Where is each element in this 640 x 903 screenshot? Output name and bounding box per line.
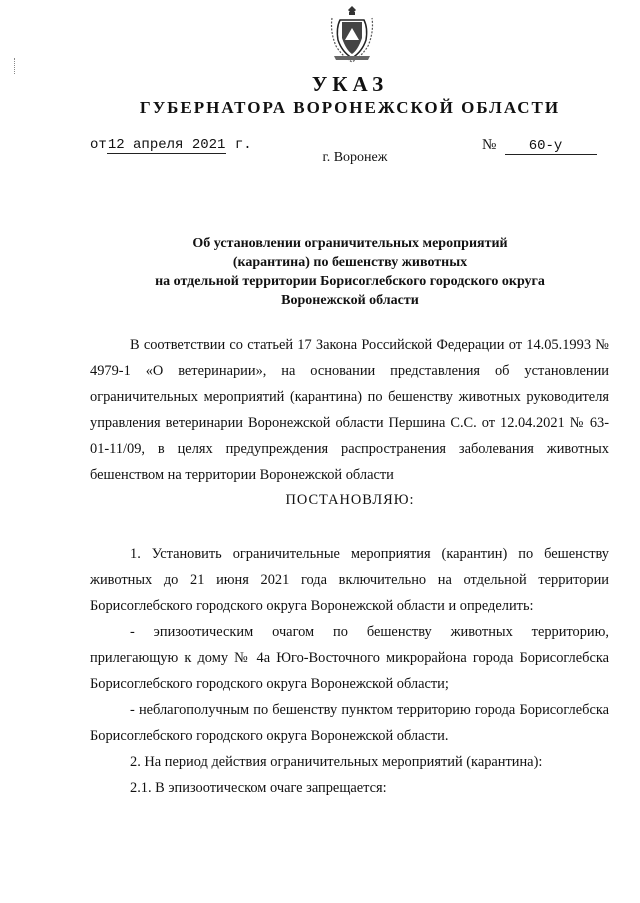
item-2-1: 2.1. В эпизоотическом очаге запрещается: (130, 780, 387, 796)
document-title: УКАЗ (311, 72, 389, 96)
subject-line-4: Воронежской области (281, 293, 419, 308)
coat-of-arms-emblem (328, 6, 376, 64)
date-prefix: от (90, 137, 107, 153)
subject-line-2: (карантина) по бешенству животных (232, 255, 468, 270)
date-value: 12 апреля 2021 (107, 137, 226, 153)
decree-word: ПОСТАНОВЛЯЮ: (285, 492, 415, 508)
item-1: 1. Установить ограничительные мероприятия (карантин) по бешенству животных до 21 июня 2021 года включительно на отдельной территории Борисоглебского городского округа Воронежской области и определить: (90, 546, 609, 614)
subject-line-3: на отдельной территории Борисоглебского городского округа (155, 274, 545, 289)
item-1-sub-b: - неблагополучным по бешенству пунктом территорию города Борисоглебска Борисоглебского городского округа Воронежской области. (90, 702, 609, 744)
document-number: 60-у (505, 138, 597, 155)
date-suffix: г. (234, 137, 252, 153)
city-label: г. Воронеж (322, 150, 388, 165)
decree-subject (0, 234, 640, 310)
preamble-block (90, 332, 609, 488)
items-block (90, 541, 609, 801)
item-1-sub-a: - эпизоотическим очагом по бешенству животных территорию, прилегающую к дому № 4а Юго-Восточного микрорайона города Борисоглебска Борисоглебского городского округа Воронежской области; (90, 624, 609, 692)
number-sign: № (482, 137, 497, 153)
subject-line-1: Об установлении ограничительных мероприятий (192, 236, 508, 251)
preamble-paragraph: В соответствии со статьей 17 Закона Российской Федерации от 14.05.1993 № 4979-1 «О ветеринарии», на основании представления об установлении ограничительных мероприятий (карантина) по бешенству животных руководителя управления ветеринарии Воронежской области Першина С.С. от 12.04.2021 № 63-01-11/09, в целях предупреждения распространения заболевания животных бешенством на территории Воронежской области (90, 337, 609, 483)
document-subtitle: ГУБЕРНАТОРА ВОРОНЕЖСКОЙ ОБЛАСТИ (139, 98, 561, 117)
item-2: 2. На период действия ограничительных мероприятий (карантина): (130, 754, 543, 770)
